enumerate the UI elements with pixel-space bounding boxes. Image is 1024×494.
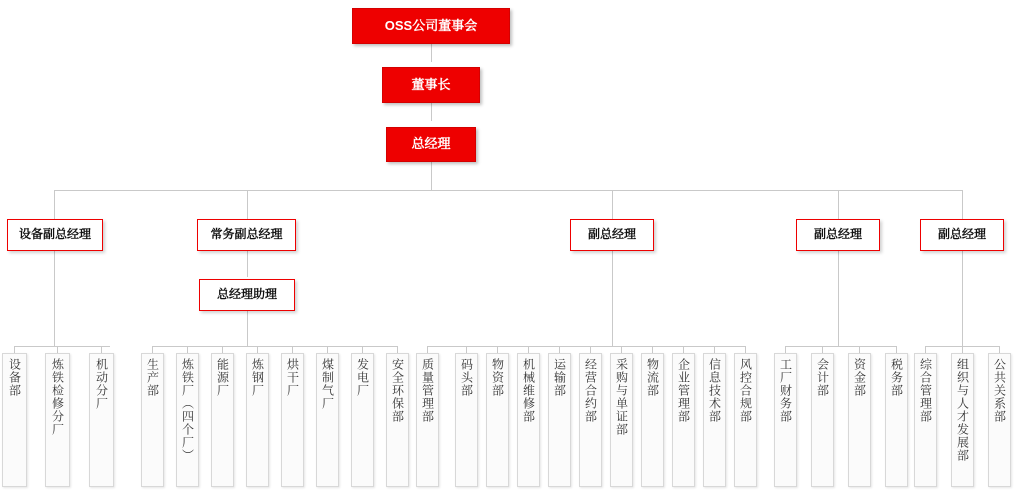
leaf-vp2-2[interactable] <box>811 353 834 487</box>
leaf-label: 会计部 <box>815 358 830 397</box>
leaf-label: 生产部 <box>145 358 160 397</box>
connector-standing-stem <box>247 311 248 346</box>
node-vp-equipment[interactable]: 设备副总经理 <box>7 219 103 251</box>
leaf-label: 炼钢厂 <box>250 358 265 397</box>
leaf-label: 公共关系部 <box>992 358 1007 423</box>
leaf-equipment-1[interactable] <box>2 353 27 487</box>
leaf-vp1-6[interactable] <box>579 353 602 487</box>
node-general-manager[interactable]: 总经理 <box>386 127 476 162</box>
leaf-label: 质量管理部 <box>420 358 435 423</box>
leaf-vp1-9[interactable] <box>672 353 695 487</box>
connector-vp2-bus <box>785 346 896 347</box>
leaf-vp1-5[interactable] <box>548 353 571 487</box>
leaf-label: 煤制气厂 <box>320 358 335 410</box>
leaf-vp3-1[interactable] <box>914 353 937 487</box>
leaf-label: 物资部 <box>490 358 505 397</box>
leaf-label: 机械维修部 <box>521 358 536 423</box>
leaf-vp2-1[interactable] <box>774 353 797 487</box>
leaf-label: 企业管理部 <box>676 358 691 423</box>
leaf-standing-3[interactable] <box>211 353 234 487</box>
leaf-label: 烘干厂 <box>285 358 300 397</box>
leaf-vp1-4[interactable] <box>517 353 540 487</box>
leaf-vp2-4[interactable] <box>885 353 908 487</box>
leaf-label: 物流部 <box>645 358 660 397</box>
connector-bus-vp-standing <box>247 190 248 219</box>
leaf-label: 发电厂 <box>355 358 370 397</box>
leaf-vp2-3[interactable] <box>848 353 871 487</box>
leaf-standing-8[interactable] <box>386 353 409 487</box>
leaf-standing-5[interactable] <box>281 353 304 487</box>
leaf-vp1-8[interactable] <box>641 353 664 487</box>
leaf-label: 风控合规部 <box>738 358 753 423</box>
leaf-vp1-10[interactable] <box>703 353 726 487</box>
leaf-standing-6[interactable] <box>316 353 339 487</box>
leaf-vp1-7[interactable] <box>610 353 633 487</box>
leaf-label: 综合管理部 <box>918 358 933 423</box>
leaf-equipment-2[interactable] <box>45 353 70 487</box>
connector-vp1-stem <box>612 251 613 346</box>
leaf-standing-4[interactable] <box>246 353 269 487</box>
leaf-equipment-3[interactable] <box>89 353 114 487</box>
leaf-label: 运输部 <box>552 358 567 397</box>
leaf-label: 炼铁厂（四个厂） <box>180 358 195 462</box>
connector-main-bus <box>54 190 962 191</box>
connector-gm-trunk <box>431 162 432 190</box>
node-gm-assistant[interactable]: 总经理助理 <box>199 279 295 311</box>
connector-equipment-bus <box>14 346 110 347</box>
leaf-label: 资金部 <box>852 358 867 397</box>
connector-equipment-stem <box>54 251 55 346</box>
node-vp-standing[interactable]: 常务副总经理 <box>197 219 296 251</box>
leaf-label: 工厂财务部 <box>778 358 793 423</box>
leaf-label: 经营合约部 <box>583 358 598 423</box>
node-vp-1[interactable]: 副总经理 <box>570 219 654 251</box>
leaf-vp3-2[interactable] <box>951 353 974 487</box>
connector-vp2-stem <box>838 251 839 346</box>
leaf-vp1-1[interactable] <box>416 353 439 487</box>
leaf-label: 能源厂 <box>215 358 230 397</box>
leaf-vp3-3[interactable] <box>988 353 1011 487</box>
leaf-label: 炼铁检修分厂 <box>50 358 65 436</box>
connector-bus-vp1 <box>612 190 613 219</box>
leaf-standing-1[interactable] <box>141 353 164 487</box>
leaf-label: 采购与单证部 <box>614 358 629 436</box>
node-vp-3[interactable]: 副总经理 <box>920 219 1004 251</box>
leaf-vp1-11[interactable] <box>734 353 757 487</box>
connector-standing-assistant <box>247 251 248 277</box>
connector-chairman-gm <box>431 103 432 121</box>
connector-vp1-bus <box>427 346 745 347</box>
leaf-label: 机动分厂 <box>94 358 109 410</box>
connector-bus-vp2 <box>838 190 839 219</box>
node-vp-2[interactable]: 副总经理 <box>796 219 880 251</box>
leaf-standing-2[interactable] <box>176 353 199 487</box>
leaf-label: 设备部 <box>7 358 22 397</box>
node-board[interactable]: OSS公司董事会 <box>352 8 510 44</box>
connector-bus-vp3 <box>962 190 963 219</box>
leaf-label: 安全环保部 <box>390 358 405 423</box>
connector-board-chairman <box>431 44 432 62</box>
leaf-label: 组织与人才发展部 <box>955 358 970 462</box>
leaf-vp1-2[interactable] <box>455 353 478 487</box>
leaf-label: 税务部 <box>889 358 904 397</box>
node-chairman[interactable]: 董事长 <box>382 67 480 103</box>
connector-vp3-stem <box>962 251 963 346</box>
leaf-label: 码头部 <box>459 358 474 397</box>
leaf-standing-7[interactable] <box>351 353 374 487</box>
leaf-label: 信息技术部 <box>707 358 722 423</box>
connector-bus-vp-equipment <box>54 190 55 219</box>
leaf-vp1-3[interactable] <box>486 353 509 487</box>
